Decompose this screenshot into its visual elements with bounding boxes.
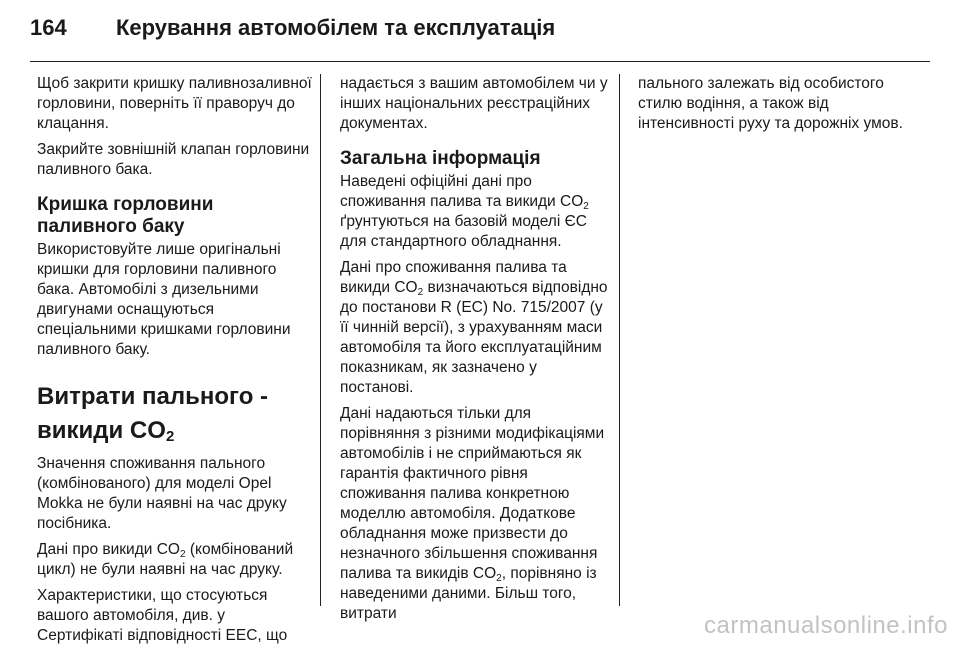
column-1 bbox=[37, 74, 312, 652]
text: Наведені офіційні дані про споживання палива та викиди CO bbox=[340, 173, 584, 210]
paragraph: Щоб закрити кришку паливнозаливної горловини, поверніть її праворуч до клацання. bbox=[37, 75, 312, 132]
heading-text: Витрати пального - викиди CO bbox=[37, 383, 269, 444]
paragraph: Значення споживання пального (комбінованого) для моделі Opel Mokka не були наявні на час друку посібника. bbox=[37, 455, 287, 532]
paragraph bbox=[340, 404, 608, 624]
page-title: Керування автомобілем та експлуатація bbox=[116, 15, 556, 40]
subscript: 2 bbox=[496, 573, 502, 584]
subscript: 2 bbox=[165, 428, 175, 445]
subscript: 2 bbox=[583, 201, 589, 212]
page-header bbox=[30, 8, 555, 48]
paragraph: Характеристики, що стосуються вашого автомобіля, див. у Сертифікаті відповідності EEC, що bbox=[37, 587, 288, 644]
text: ґрунтуються на базовій моделі ЄС для стандартного обладнання. bbox=[340, 213, 587, 250]
subscript: 2 bbox=[179, 549, 186, 560]
paragraph bbox=[340, 258, 608, 398]
paragraph bbox=[340, 172, 608, 252]
section-heading-general-info: Загальна інформація bbox=[340, 148, 541, 169]
paragraph bbox=[37, 540, 312, 580]
paragraph: Використовуйте лише оригінальні кришки для горловини паливного бака. Автомобілі з дизельними двигунами оснащуються спеціальними кришками горловини паливного баку. bbox=[37, 241, 291, 358]
header-divider bbox=[30, 61, 930, 62]
column-divider-2 bbox=[619, 74, 620, 606]
subscript: 2 bbox=[417, 287, 424, 298]
text: Дані надаються тільки для порівняння з різними модифікаціями автомобілів і не сприймаються як гарантія фактичного рівня споживання палива конкретною моделлю автомобіля. Додаткове обладнання може призвести до незначного збільшення споживання палива та викидів CO bbox=[340, 405, 605, 582]
paragraph: надається з вашим автомобілем чи у інших національних реєстраційних документах. bbox=[340, 75, 608, 132]
text: визначаються відповідно до постанови R (EC) No. 715/2007 (у її чинній версії), з урахуванням маси автомобіля та його експлуатаційним показникам, як зазначено у постанові. bbox=[340, 279, 608, 396]
column-divider-1 bbox=[320, 74, 321, 606]
watermark: carmanualsonline.info bbox=[704, 612, 948, 639]
text: (комбінований цикл) не були наявні на час друку. bbox=[37, 541, 294, 578]
section-heading-fuel-consumption bbox=[37, 380, 312, 448]
column-3 bbox=[638, 74, 908, 140]
text: Дані про викиди CO bbox=[37, 541, 180, 558]
section-heading-fuel-cap: Кришка горловини паливного баку bbox=[37, 194, 214, 237]
page-number: 164 bbox=[30, 15, 67, 40]
text: , порівняно із наведеними даними. Більш того, витрати bbox=[340, 565, 597, 622]
paragraph: пального залежать від особистого стилю водіння, а також від інтенсивності руху та дорожніх умов. bbox=[638, 75, 903, 132]
paragraph: Закрийте зовнішній клапан горловини паливного бака. bbox=[37, 141, 310, 178]
text: Дані про споживання палива та викиди CO bbox=[340, 259, 567, 296]
column-2 bbox=[340, 74, 608, 630]
